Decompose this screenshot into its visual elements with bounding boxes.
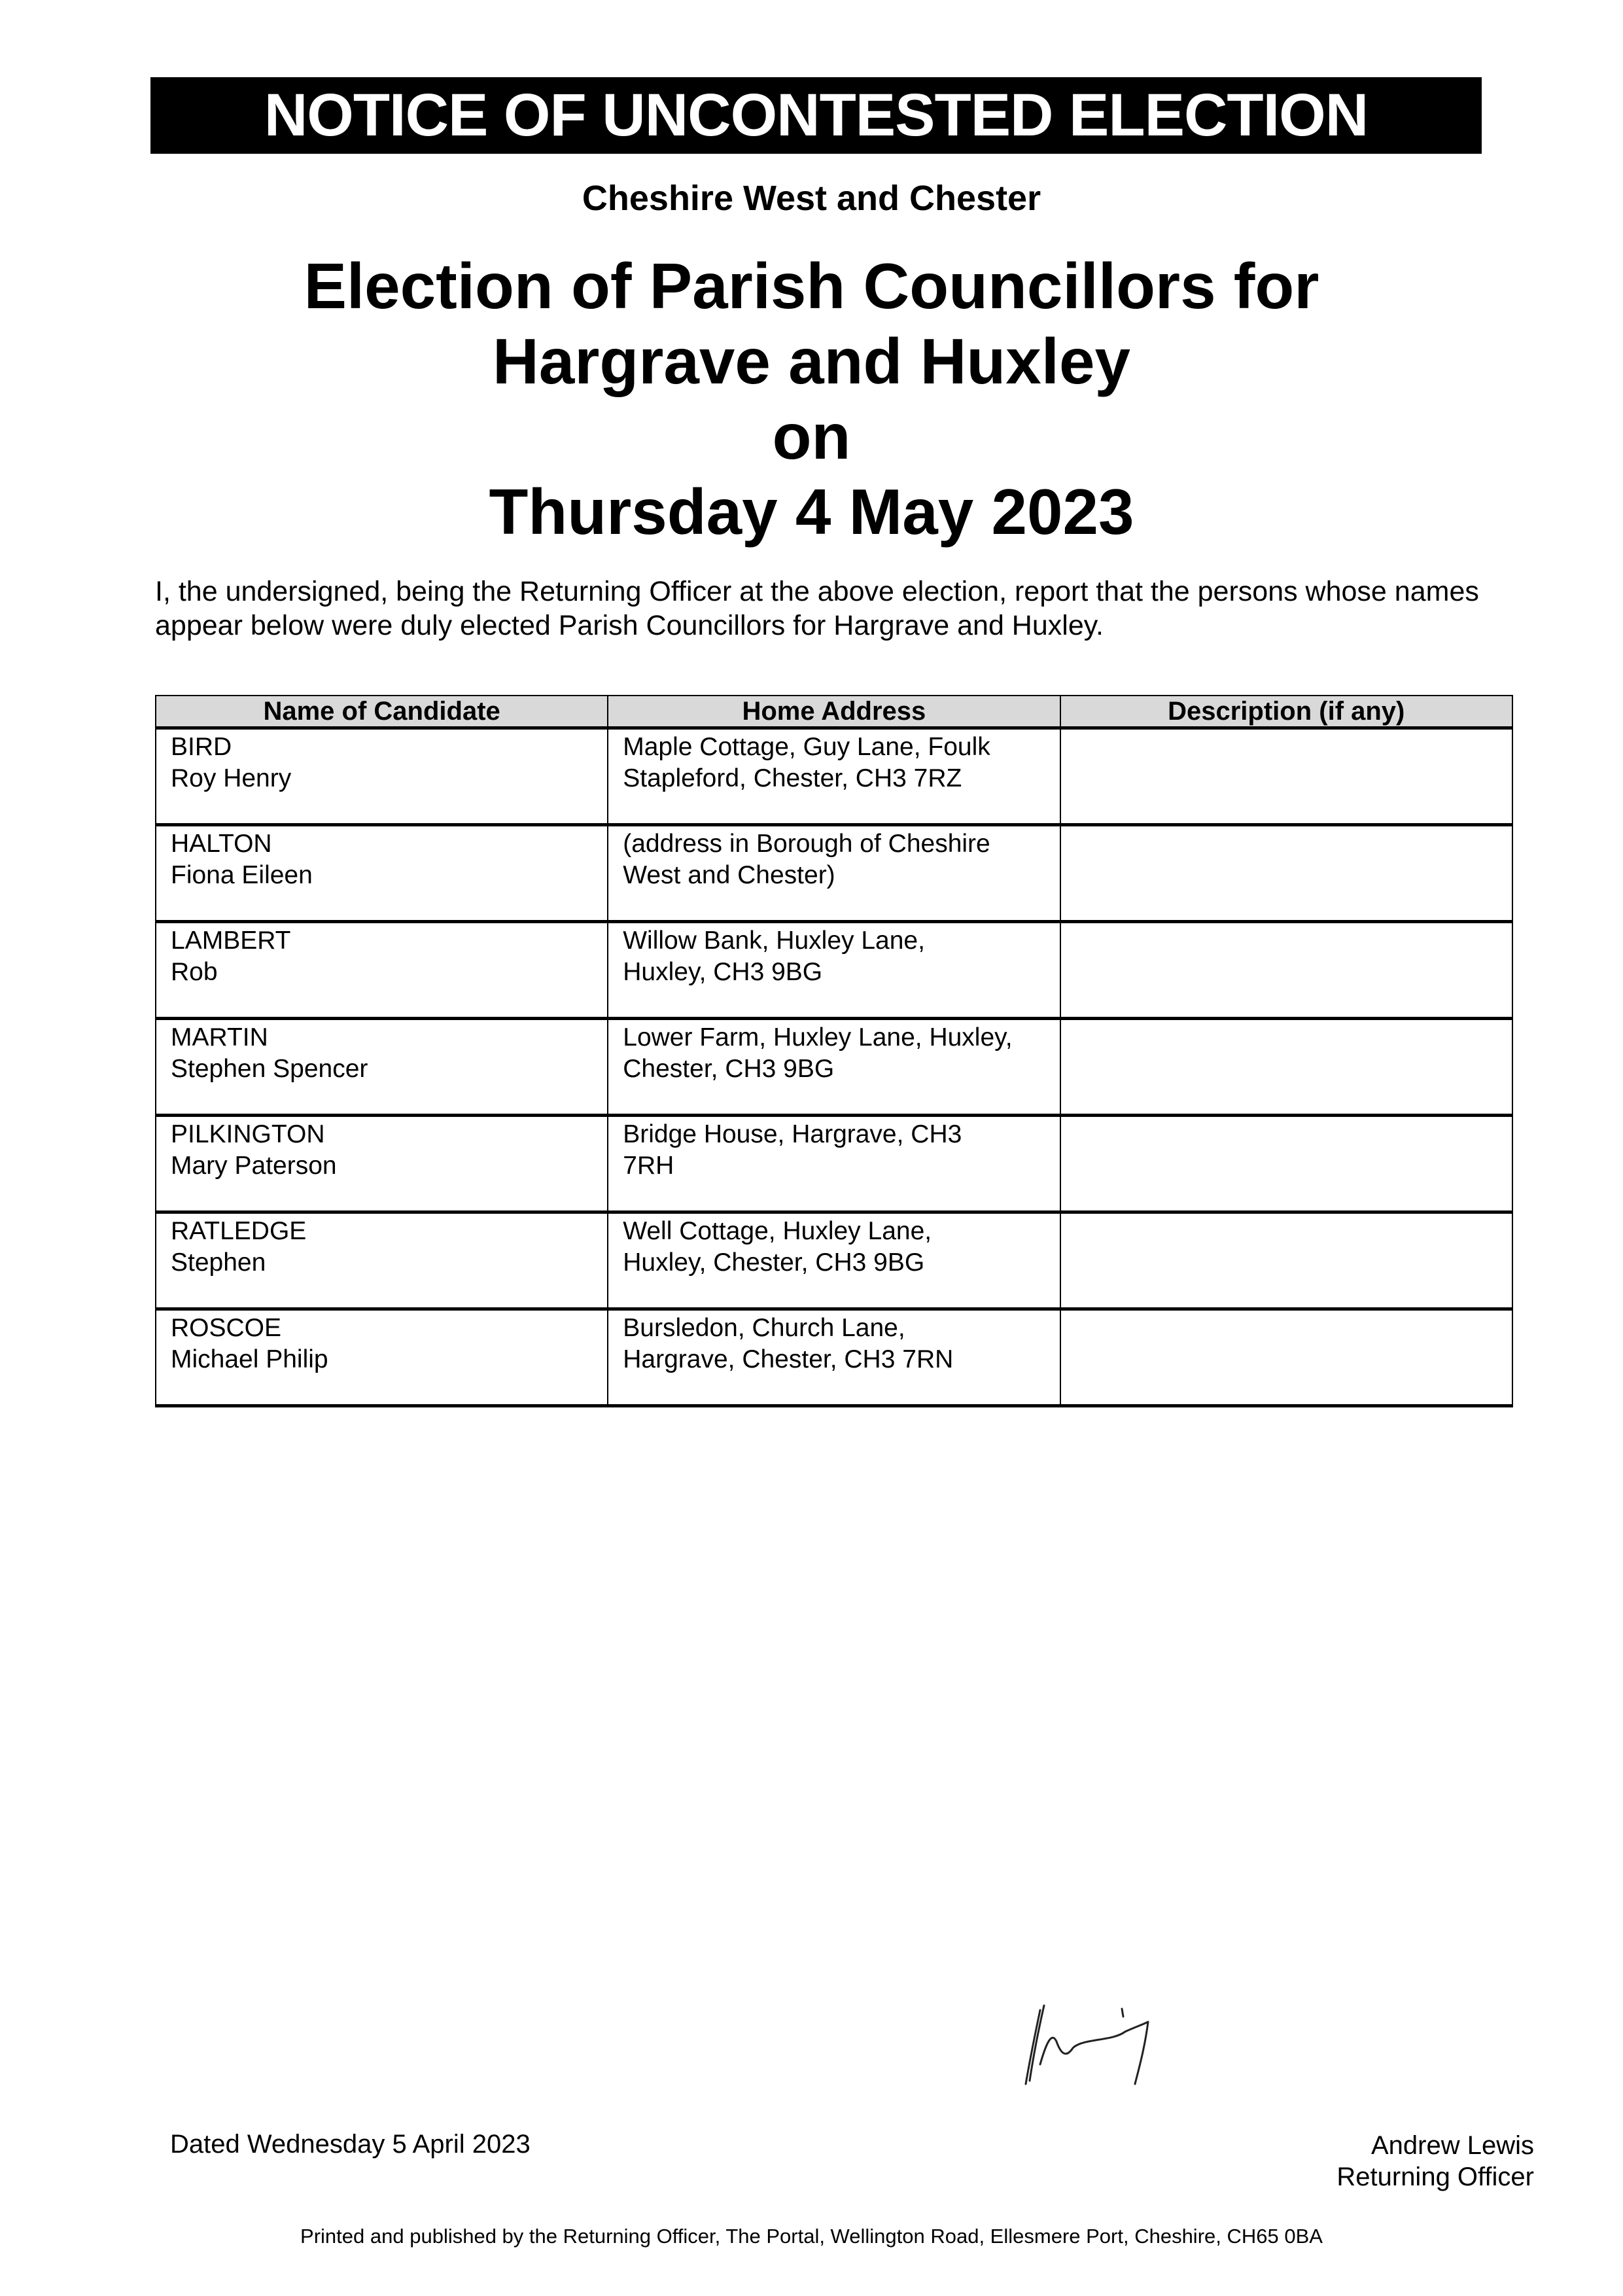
council-name: Cheshire West and Chester [582, 179, 1041, 218]
address-line-1: Bursledon, Church Lane, [623, 1314, 905, 1342]
address-line-1: Well Cottage, Huxley Lane, [623, 1217, 932, 1245]
table-header-row [156, 696, 1512, 728]
candidate-forenames: Mary Paterson [171, 1152, 337, 1180]
election-title [0, 249, 1623, 550]
address-line-1: (address in Borough of Cheshire [623, 830, 990, 858]
title-line-1: Election of Parish Councillors for [304, 250, 1319, 322]
candidate-description-cell [1060, 1309, 1513, 1406]
signature-icon [1021, 2002, 1263, 2087]
candidate-address-cell [608, 728, 1060, 825]
table-row [156, 1116, 1512, 1212]
table-row [156, 728, 1512, 825]
candidate-surname: RATLEDGE [171, 1217, 307, 1245]
title-line-2: Hargrave and Huxley [493, 325, 1130, 397]
title-line-3: on [772, 400, 851, 472]
address-line-2: Chester, CH3 9BG [623, 1055, 835, 1083]
address-line-2: Huxley, CH3 9BG [623, 958, 823, 986]
address-line-2: Huxley, Chester, CH3 9BG [623, 1248, 925, 1277]
candidate-description-cell [1060, 825, 1513, 922]
table-row [156, 1019, 1512, 1116]
candidate-forenames: Rob [171, 958, 218, 986]
candidate-description-cell [1060, 1212, 1513, 1309]
table-row [156, 1212, 1512, 1309]
candidate-forenames: Michael Philip [171, 1345, 328, 1373]
column-header-description: Description (if any) [1060, 696, 1513, 728]
candidate-surname: PILKINGTON [171, 1120, 325, 1148]
address-line-1: Maple Cottage, Guy Lane, Foulk [623, 733, 990, 761]
title-line-4: Thursday 4 May 2023 [489, 476, 1134, 548]
candidate-description-cell [1060, 1019, 1513, 1116]
candidate-name-cell [156, 825, 608, 922]
candidate-name-cell [156, 1019, 608, 1116]
dated-line: Dated Wednesday 5 April 2023 [170, 2130, 531, 2159]
candidate-address-cell [608, 1019, 1060, 1116]
candidate-surname: ROSCOE [171, 1314, 282, 1342]
imprint-line: Printed and published by the Returning Officer, The Portal, Wellington Road, Ellesmere Port, Cheshire, CH65 0BA [300, 2225, 1323, 2248]
candidate-name-cell [156, 1212, 608, 1309]
address-line-1: Willow Bank, Huxley Lane, [623, 927, 925, 955]
candidate-surname: LAMBERT [171, 927, 291, 955]
candidates-table [155, 695, 1513, 1407]
candidate-address-cell [608, 1309, 1060, 1406]
candidate-surname: BIRD [171, 733, 232, 761]
address-line-1: Lower Farm, Huxley Lane, Huxley, [623, 1023, 1013, 1051]
candidate-address-cell [608, 922, 1060, 1019]
candidate-surname: MARTIN [171, 1023, 268, 1051]
returning-officer-block [1336, 2130, 1534, 2193]
address-line-2: 7RH [623, 1152, 674, 1180]
table-row [156, 1309, 1512, 1406]
intro-paragraph: I, the undersigned, being the Returning Officer at the above election, report that the persons whose names appear below were duly elected Parish Councillors for Hargrave and Huxley. [155, 576, 1479, 641]
candidate-address-cell [608, 825, 1060, 922]
table-row [156, 922, 1512, 1019]
candidate-name-cell [156, 1309, 608, 1406]
candidate-description-cell [1060, 922, 1513, 1019]
address-line-2: Stapleford, Chester, CH3 7RZ [623, 764, 962, 792]
candidate-description-cell [1060, 728, 1513, 825]
officer-name: Andrew Lewis [1370, 2131, 1534, 2160]
candidate-forenames: Fiona Eileen [171, 861, 313, 889]
candidate-surname: HALTON [171, 830, 272, 858]
column-header-address: Home Address [608, 696, 1060, 728]
address-line-2: Hargrave, Chester, CH3 7RN [623, 1345, 954, 1373]
candidate-forenames: Stephen [171, 1248, 266, 1277]
officer-title: Returning Officer [1336, 2163, 1534, 2191]
candidate-name-cell [156, 728, 608, 825]
candidate-name-cell [156, 922, 608, 1019]
notice-banner [150, 77, 1482, 154]
candidate-name-cell [156, 1116, 608, 1212]
notice-heading: NOTICE OF UNCONTESTED ELECTION [264, 82, 1369, 149]
candidate-address-cell [608, 1116, 1060, 1212]
address-line-2: West and Chester) [623, 861, 835, 889]
candidate-description-cell [1060, 1116, 1513, 1212]
candidate-forenames: Stephen Spencer [171, 1055, 368, 1083]
candidate-address-cell [608, 1212, 1060, 1309]
address-line-1: Bridge House, Hargrave, CH3 [623, 1120, 962, 1148]
column-header-name: Name of Candidate [156, 696, 608, 728]
candidate-forenames: Roy Henry [171, 764, 292, 792]
table-row [156, 825, 1512, 922]
